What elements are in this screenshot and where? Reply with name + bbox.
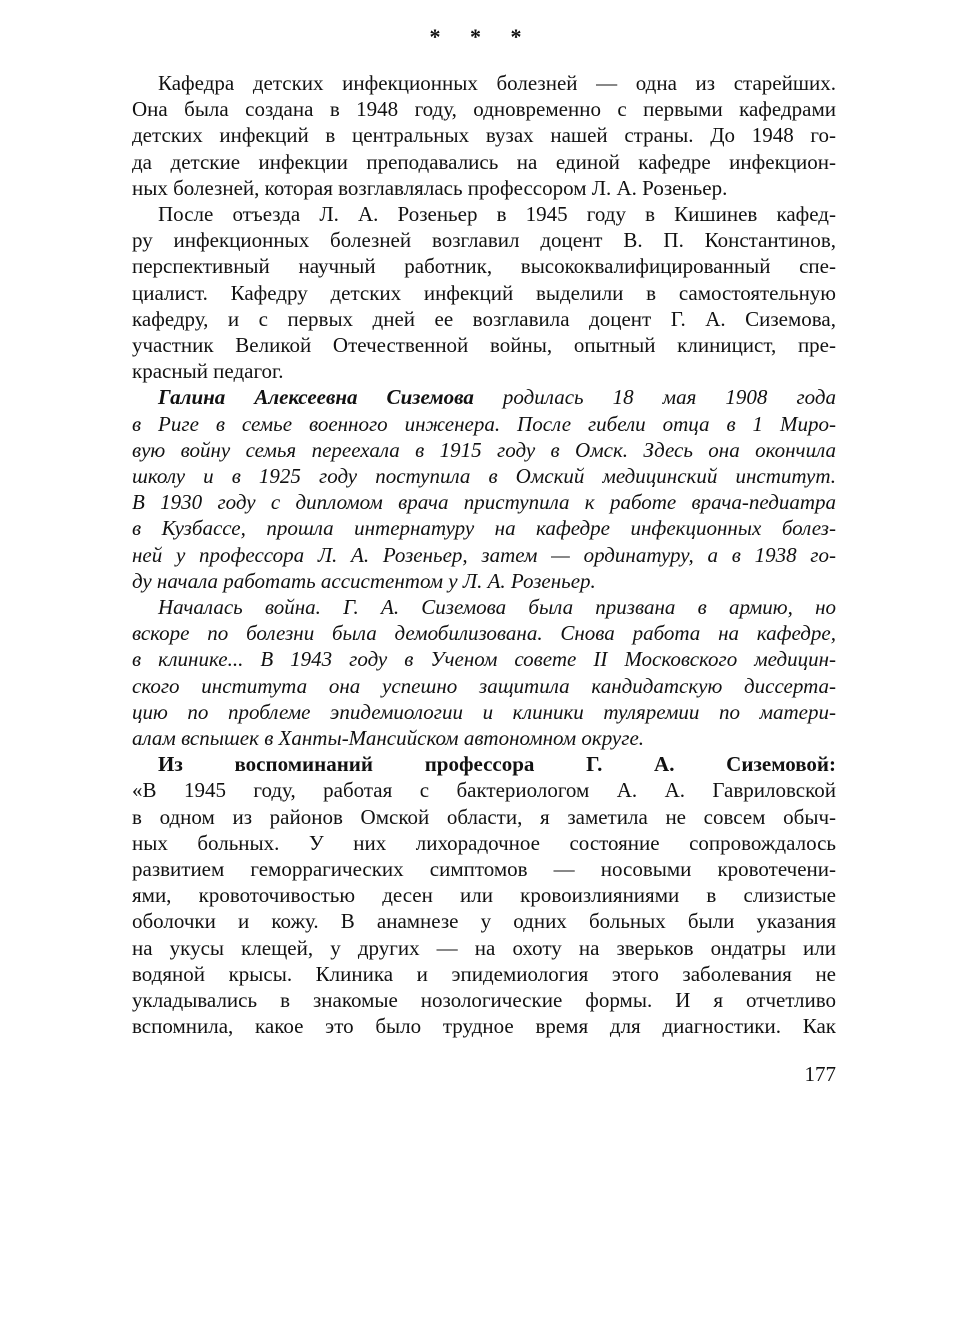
text-line: оболочки и кожу. В анамнезе у одних больных были указания xyxy=(132,909,836,933)
text-line: вую войну семья переехала в 1915 году в Омск. Здесь она окончила xyxy=(132,438,836,462)
text-line: ных болезней, которая возглавлялась профессором Л. А. Розеньер. xyxy=(132,176,728,200)
text-fragment: родилась 18 мая 1908 года xyxy=(473,385,836,409)
text-line: вспомнила, какое это было трудное время для диагностики. Как xyxy=(132,1014,836,1038)
text-line: Кафедра детских инфекционных болезней — одна из старейших. xyxy=(158,71,836,95)
text-line: школу и в 1925 году поступила в Омский медицинский институт. xyxy=(132,464,836,488)
text-line: развитием геморрагических симптомов — носовыми кровотечени- xyxy=(132,857,836,881)
text-line: в клинике... В 1943 году в Ученом совете II Московского медицин- xyxy=(132,647,836,671)
text-line xyxy=(158,382,836,412)
text-line: в Риге в семье военного инженера. После гибели отца в 1 Миро- xyxy=(132,412,836,436)
text-line: в Кузбассе, прошла интернатуру на кафедре инфекционных болез- xyxy=(132,516,836,540)
text-line: детских инфекций в центральных вузах нашей страны. До 1948 го- xyxy=(132,123,836,147)
text-line: ского института она успешно защитила кандидатскую диссерта- xyxy=(132,674,836,698)
text-line: ями, кровоточивостью десен или кровоизлияниями в слизистые xyxy=(132,883,836,907)
text-line: ру инфекционных болезней возглавил доцент В. П. Константинов, xyxy=(132,228,836,252)
text-line: Началась война. Г. А. Сиземова была призвана в армию, но xyxy=(158,595,836,619)
biography-subject-name: Галина Алексеевна Сиземова xyxy=(158,385,474,409)
text-line: В 1930 году с дипломом врача приступила к работе врача-педиатра xyxy=(132,490,836,514)
text-line: участник Великой Отечественной войны, опытный клиницист, пре- xyxy=(132,333,836,357)
text-line: на укусы клещей, у других — на охоту на зверьков ондатры или xyxy=(132,936,836,960)
text-line: кафедру, и с первых дней ее возглавила доцент Г. А. Сиземова, xyxy=(132,307,836,331)
page-number: 177 xyxy=(804,1062,836,1086)
text-line: да детские инфекции преподавались на единой кафедре инфекцион- xyxy=(132,150,836,174)
text-line: ду начала работать ассистентом у Л. А. Розеньер. xyxy=(132,569,596,593)
text-line: красный педагог. xyxy=(132,359,284,383)
text-line: укладывались в знакомые нозологические формы. И я отчетливо xyxy=(132,988,836,1012)
text-line: в одном из районов Омской области, я заметила не совсем обыч- xyxy=(132,805,836,829)
text-line: вскоре по болезни была демобилизована. Снова работа на кафедре, xyxy=(132,621,836,645)
text-line: цию по проблеме эпидемиологии и клиники туляремии по матери- xyxy=(132,700,836,724)
text-line: ных больных. У них лихорадочное состояние сопровождалось xyxy=(132,831,836,855)
text-line: ней у профессора Л. А. Розеньер, затем — ординатуру, а в 1938 го- xyxy=(132,543,836,567)
text-line: алам вспышек в Ханты-Мансийском автономном округе. xyxy=(132,726,645,750)
section-separator: * * * xyxy=(429,24,534,49)
memoir-heading: Из воспоминаний профессора Г. А. Сиземовой: xyxy=(158,752,836,776)
text-line: «В 1945 году, работая с бактериологом А. А. Гавриловской xyxy=(132,778,836,802)
text-line: водяной крысы. Клиника и эпидемиология этого заболевания не xyxy=(132,962,836,986)
text-line: После отъезда Л. А. Розеньер в 1945 году в Кишинев кафед- xyxy=(158,202,836,226)
text-line: перспективный научный работник, высококвалифицированный спе- xyxy=(132,254,836,278)
text-line: циалист. Кафедру детских инфекций выделили в самостоятельную xyxy=(132,281,836,305)
text-line: Она была создана в 1948 году, одновременно с первыми кафедрами xyxy=(132,97,836,121)
